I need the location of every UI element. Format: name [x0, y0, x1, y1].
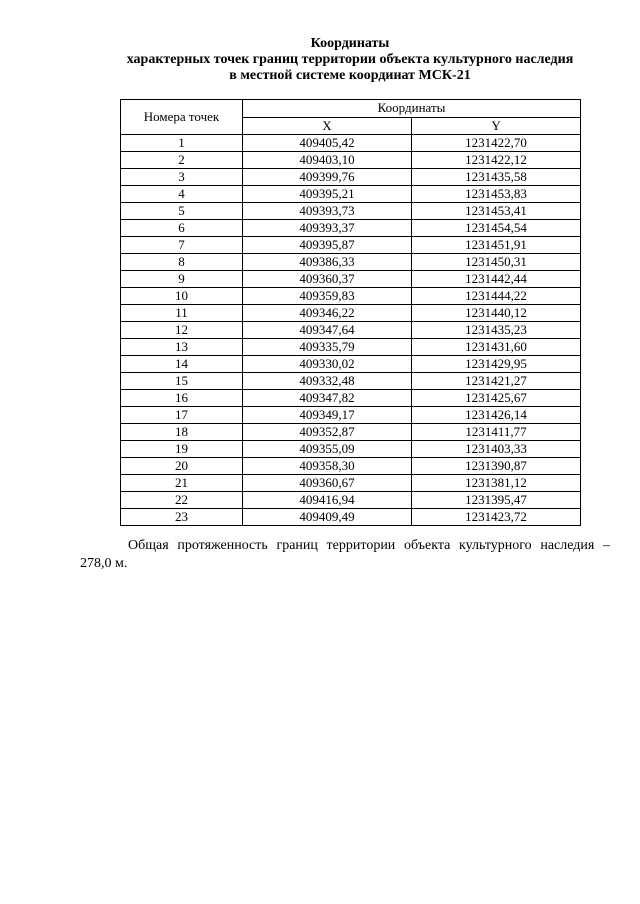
point-number-cell: 6	[121, 220, 243, 237]
point-number-cell: 11	[121, 305, 243, 322]
table-row	[121, 458, 581, 475]
table-row	[121, 220, 581, 237]
y-coordinate-cell: 1231453,83	[412, 186, 581, 203]
point-number-cell: 10	[121, 288, 243, 305]
point-number-cell: 12	[121, 322, 243, 339]
point-number-cell: 3	[121, 169, 243, 186]
table-row	[121, 356, 581, 373]
y-coordinate-cell: 1231403,33	[412, 441, 581, 458]
table-row	[121, 407, 581, 424]
point-number-cell: 21	[121, 475, 243, 492]
title-line-3: в местной системе координат МСК-21	[229, 68, 471, 83]
point-number-cell: 16	[121, 390, 243, 407]
header-y: Y	[412, 117, 581, 135]
table-row	[121, 169, 581, 186]
x-coordinate-cell: 409330,02	[243, 356, 412, 373]
table-row	[121, 135, 581, 152]
table-row	[121, 441, 581, 458]
point-number-cell: 1	[121, 135, 243, 152]
y-coordinate-cell: 1231421,27	[412, 373, 581, 390]
point-number-cell: 9	[121, 271, 243, 288]
title-line-1: Координаты	[310, 36, 390, 51]
point-number-cell: 23	[121, 509, 243, 526]
x-coordinate-cell: 409393,37	[243, 220, 412, 237]
point-number-cell: 18	[121, 424, 243, 441]
table-row	[121, 475, 581, 492]
x-coordinate-cell: 409416,94	[243, 492, 412, 509]
y-coordinate-cell: 1231422,70	[412, 135, 581, 152]
y-coordinate-cell: 1231451,91	[412, 237, 581, 254]
x-coordinate-cell: 409347,64	[243, 322, 412, 339]
table-row	[121, 186, 581, 203]
table-row	[121, 424, 581, 441]
table-row	[121, 492, 581, 509]
point-number-cell: 2	[121, 152, 243, 169]
table-row	[121, 390, 581, 407]
y-coordinate-cell: 1231450,31	[412, 254, 581, 271]
y-coordinate-cell: 1231426,14	[412, 407, 581, 424]
point-number-cell: 14	[121, 356, 243, 373]
point-number-cell: 15	[121, 373, 243, 390]
table-row	[121, 288, 581, 305]
y-coordinate-cell: 1231423,72	[412, 509, 581, 526]
table-row	[121, 509, 581, 526]
x-coordinate-cell: 409409,49	[243, 509, 412, 526]
y-coordinate-cell: 1231429,95	[412, 356, 581, 373]
table-row	[121, 152, 581, 169]
y-coordinate-cell: 1231411,77	[412, 424, 581, 441]
x-coordinate-cell: 409359,83	[243, 288, 412, 305]
x-coordinate-cell: 409335,79	[243, 339, 412, 356]
x-coordinate-cell: 409346,22	[243, 305, 412, 322]
y-coordinate-cell: 1231453,41	[412, 203, 581, 220]
x-coordinate-cell: 409347,82	[243, 390, 412, 407]
summary-line-1: Общая протяженность границ территории объекта культурного наследия –	[128, 538, 610, 553]
table-row	[121, 339, 581, 356]
header-x: X	[243, 117, 412, 135]
x-coordinate-cell: 409403,10	[243, 152, 412, 169]
x-coordinate-cell: 409352,87	[243, 424, 412, 441]
point-number-cell: 13	[121, 339, 243, 356]
table-row	[121, 237, 581, 254]
point-number-cell: 22	[121, 492, 243, 509]
table-row	[121, 271, 581, 288]
table-row	[121, 322, 581, 339]
y-coordinate-cell: 1231454,54	[412, 220, 581, 237]
y-coordinate-cell: 1231431,60	[412, 339, 581, 356]
table-body	[121, 135, 581, 526]
y-coordinate-cell: 1231395,47	[412, 492, 581, 509]
table-header-row	[121, 100, 581, 118]
y-coordinate-cell: 1231435,58	[412, 169, 581, 186]
point-number-cell: 19	[121, 441, 243, 458]
x-coordinate-cell: 409360,37	[243, 271, 412, 288]
summary-line-2: 278,0 м.	[80, 556, 128, 571]
point-number-cell: 4	[121, 186, 243, 203]
table-row	[121, 203, 581, 220]
y-coordinate-cell: 1231425,67	[412, 390, 581, 407]
x-coordinate-cell: 409358,30	[243, 458, 412, 475]
y-coordinate-cell: 1231422,12	[412, 152, 581, 169]
table-row	[121, 373, 581, 390]
y-coordinate-cell: 1231390,87	[412, 458, 581, 475]
x-coordinate-cell: 409360,67	[243, 475, 412, 492]
point-number-cell: 17	[121, 407, 243, 424]
point-number-cell: 20	[121, 458, 243, 475]
x-coordinate-cell: 409332,48	[243, 373, 412, 390]
document-title	[100, 36, 600, 84]
summary-paragraph	[80, 537, 610, 573]
coordinates-table	[120, 99, 581, 526]
y-coordinate-cell: 1231442,44	[412, 271, 581, 288]
header-point-numbers: Номера точек	[121, 100, 243, 135]
x-coordinate-cell: 409395,21	[243, 186, 412, 203]
point-number-cell: 7	[121, 237, 243, 254]
x-coordinate-cell: 409399,76	[243, 169, 412, 186]
x-coordinate-cell: 409405,42	[243, 135, 412, 152]
y-coordinate-cell: 1231381,12	[412, 475, 581, 492]
header-coordinates: Координаты	[243, 100, 581, 118]
x-coordinate-cell: 409355,09	[243, 441, 412, 458]
y-coordinate-cell: 1231440,12	[412, 305, 581, 322]
point-number-cell: 8	[121, 254, 243, 271]
table-row	[121, 305, 581, 322]
x-coordinate-cell: 409349,17	[243, 407, 412, 424]
x-coordinate-cell: 409395,87	[243, 237, 412, 254]
y-coordinate-cell: 1231435,23	[412, 322, 581, 339]
point-number-cell: 5	[121, 203, 243, 220]
y-coordinate-cell: 1231444,22	[412, 288, 581, 305]
title-line-2: характерных точек границ территории объекта культурного наследия	[126, 52, 574, 67]
table-row	[121, 254, 581, 271]
x-coordinate-cell: 409393,73	[243, 203, 412, 220]
x-coordinate-cell: 409386,33	[243, 254, 412, 271]
